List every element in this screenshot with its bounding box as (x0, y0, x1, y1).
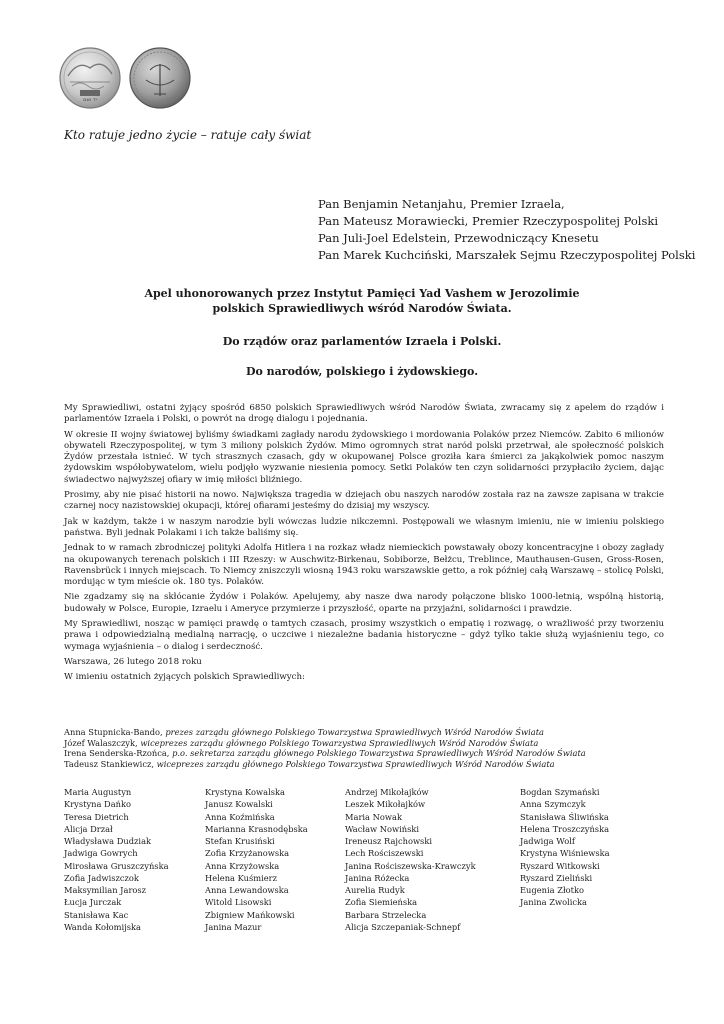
signatory-name: Aurelia Rudyk (345, 885, 405, 895)
officer-line (64, 727, 684, 738)
officer-name: Tadeusz Stankiewicz, (64, 758, 154, 769)
signatory-name: Anna Krzyżowska (205, 860, 280, 871)
recipient-line: Pan Mateusz Morawiecki, Premier Rzeczypospolitej Polski (318, 214, 658, 228)
signatory-name: Marianna Krasnodębska (205, 823, 308, 834)
signatory-name: Ryszard Zieliński (520, 872, 593, 883)
signatory-name: Janina Rościszewska-Krawczyk (345, 860, 476, 871)
signatory-name: Janina Zwolicka (520, 897, 587, 908)
officer-line (64, 759, 684, 770)
signatory-name: Zofia Siemieńska (345, 897, 418, 908)
signatory-name: Stanisława Kac (64, 909, 129, 920)
recipient-line: Pan Marek Kuchciński, Marszałek Sejmu Rzeczypospolitej Polski (318, 248, 696, 262)
signatory-name: Krystyna Kowalska (205, 787, 285, 797)
title-line-1: Apel uhonorowanych przez Instytut Pamięci Yad Vashem w Jerozolimie (144, 287, 580, 300)
signatory-name: Anna Szymczyk (520, 799, 586, 810)
signatories-column-1 (64, 786, 169, 933)
medal-inscription: יד ושם (83, 97, 97, 103)
paragraph: Jak w każdym, także i w naszym narodzie byli wówczas ludzie nikczemni. Postępowali we własnym imieniu, nie w imieniu polskiego państwa. Byli jednak Polakami i ich także baliśmy się. (64, 516, 664, 538)
signatory-name: Lech Rościszewski (345, 848, 424, 859)
officer-name: Irena Senderska-Rzońca, (64, 748, 170, 759)
signatory-name: Helena Troszczyńska (520, 823, 610, 834)
paragraph: Jednak to w ramach zbrodniczej polityki Adolfa Hitlera i na rozkaz władz niemieckich powstawały obozy koncentracyjne i obozy zagłady na okupowanych terenach polskich i III Rzeszy: w Auschwitz-Birkenau, Sobiborze, Bełżcu, Treblince, Mauthausen-Gusen, Gross-Rosen, Ravensbrück i innych miejscach. To Niemcy zniszczyli wiosną 1943 roku warszawskie getto, a rok później całą Warszawę – stolicę Polski, mordując w tym mieście ok. 180 tys. Polaków. (64, 543, 664, 588)
signatory-name: Zofia Jadwiszczok (64, 872, 139, 883)
signatory-name: Mirosława Gruszczyńska (64, 860, 169, 871)
officer-role: wiceprezes zarządu głównego Polskiego Towarzystwa Sprawiedliwych Wśród Narodów Świata (156, 758, 555, 769)
appeal-body (64, 403, 664, 688)
signatory-name: Barbara Strzelecka (345, 909, 427, 920)
signatory-name: Jadwiga Gowrych (64, 848, 138, 859)
signatory-name: Zofia Krzyżanowska (205, 848, 290, 859)
signatory-name: Teresa Dietrich (64, 811, 129, 822)
signatory-name: Maria Augustyn (64, 787, 132, 797)
signatory-name: Bogdan Szymański (520, 787, 600, 797)
signatory-name: Krystyna Dańko (64, 799, 132, 810)
signatories-column-4 (520, 786, 610, 909)
place-date: Warszawa, 26 lutego 2018 roku (64, 656, 202, 667)
officer-line (64, 738, 684, 749)
signatory-name: Krystyna Wiśniewska (520, 848, 610, 859)
signatory-name: Anna Koźmińska (205, 811, 275, 822)
signatory-name: Helena Kuśmierz (205, 872, 278, 883)
signatory-name: Alicja Szczepaniak-Schnepf (345, 921, 461, 932)
signatory-name: Jadwiga Wolf (520, 836, 575, 846)
officer-role: prezes zarządu głównego Polskiego Towarzystwa Sprawiedliwych Wśród Narodów Świata (165, 727, 545, 737)
recipient-line: Pan Juli-Joel Edelstein, Przewodniczący Knesetu (318, 231, 599, 245)
signatory-name: Wacław Nowiński (345, 823, 420, 834)
recipients-block (318, 196, 695, 264)
officer-line (64, 748, 684, 759)
signatory-name: Janina Mazur (205, 921, 262, 932)
signatory-name: Janusz Kowalski (205, 799, 273, 810)
signatory-name: Ireneusz Rajchowski (345, 836, 432, 846)
signatory-name: Stefan Krusiński (205, 836, 275, 846)
signatory-name: Janina Różecka (345, 872, 410, 883)
signatory-name: Wanda Kołomijska (64, 921, 141, 932)
subtitle-governments: Do rządów oraz parlamentów Izraela i Polski. (222, 335, 502, 348)
officer-name: Józef Walaszczyk, (64, 737, 138, 748)
signatory-name: Władysława Dudziak (64, 836, 152, 846)
recipient-line: Pan Benjamin Netanjahu, Premier Izraela, (318, 197, 565, 211)
title-line-2: polskich Sprawiedliwych wśród Narodów Świata. (212, 302, 512, 315)
subtitle-nations: Do narodów, polskiego i żydowskiego. (245, 365, 479, 378)
signatories-column-3 (345, 786, 476, 933)
signatory-name: Alicja Drzał (64, 823, 113, 834)
on-behalf-line: W imieniu ostatnich żyjących polskich Sprawiedliwych: (64, 672, 305, 683)
yad-vashem-medal-front-icon (60, 48, 120, 108)
officer-role: p.o. sekretarza zarządu głównego Polskiego Towarzystwa Sprawiedliwych Wśród Narodów Świata (172, 748, 586, 759)
paragraph: My Sprawiedliwi, nosząc w pamięci prawdę o tamtych czasach, prosimy wszystkich o empatię i rozwagę, o wrażliwość przy tworzeniu prawa i odpowiedzialną medialną narrację, o uczciwe i niezależne badania historyczne – gdyż tylko takie służą wyjaśnieniu tego, co wymaga wyjaśnienia – o dialog i serdeczność. (64, 619, 664, 652)
yad-vashem-medals (58, 46, 194, 110)
signatory-name: Ryszard Witkowski (520, 860, 600, 871)
officer-name: Anna Stupnicka-Bando, (64, 727, 163, 737)
officers-list (64, 727, 684, 769)
document-title (0, 286, 724, 316)
signatory-name: Maksymilian Jarosz (64, 885, 147, 895)
paragraph: My Sprawiedliwi, ostatni żyjący spośród 6850 polskich Sprawiedliwych wśród Narodów Świata, zwracamy się z apelem do rządów i parlamentów Izraela i Polski, o powrót na drogę dialogu i pojednania. (64, 403, 664, 425)
signatory-name: Maria Nowak (345, 811, 402, 822)
paragraph: Nie zgadzamy się na skłócanie Żydów i Polaków. Apelujemy, aby nasze dwa narody połączone blisko 1000-letnią, wspólną historią, budowały w Polsce, Europie, Izraelu i Ameryce przymierze i przyszłość, oparte na przyjaźni, solidarności i prawdzie. (64, 592, 664, 614)
paragraph: Prosimy, aby nie pisać historii na nowo. Największa tragedia w dziejach obu naszych narodów została raz na zawsze zapisana w trakcie czarnej nocy nazistowskiej okupacji, której ofiarami jesteśmy do dzisiaj my wszyscy. (64, 490, 664, 512)
paragraph: W okresie II wojny światowej byliśmy świadkami zagłady narodu żydowskiego i mordowania Polaków przez Niemców. Zabito 6 milionów obywateli Rzeczypospolitej, w tym 3 miliony polskich Żydów. Mimo ogromnych strat naród polski przetrwał, ale społeczność polskich Żydów przestała istnieć. W tych strasznych czasach, gdy w okupowanej Polsce groziła kara śmierci za jakąkolwiek pomoc naszym żydowskim współobywatelom, wielu podjęło wyzwanie niesienia pomocy. Setki Polaków ten czyn solidarności przypłaciło życiem, dając świadectwo najwyższej ofiary w imię miłości bliźniego. (64, 429, 664, 485)
motto: Kto ratuje jedno życie – ratuje cały świat (64, 128, 312, 142)
signatory-name: Witold Lisowski (205, 897, 272, 908)
signatory-name: Andrzej Mikołajków (345, 787, 429, 797)
medals (58, 46, 194, 110)
signatory-name: Stanisława Śliwińska (520, 811, 609, 822)
officer-role: wiceprezes zarządu głównego Polskiego Towarzystwa Sprawiedliwych Wśród Narodów Świata (140, 737, 539, 748)
signatory-name: Anna Lewandowska (205, 885, 289, 895)
signatories-column-2 (205, 786, 308, 933)
signatory-name: Leszek Mikołajków (345, 799, 426, 810)
signatory-name: Eugenia Złotko (520, 885, 585, 895)
signatory-name: Zbigniew Mańkowski (205, 909, 295, 920)
signatory-name: Łucja Jurczak (64, 897, 122, 908)
yad-vashem-medal-back-icon (130, 48, 190, 108)
